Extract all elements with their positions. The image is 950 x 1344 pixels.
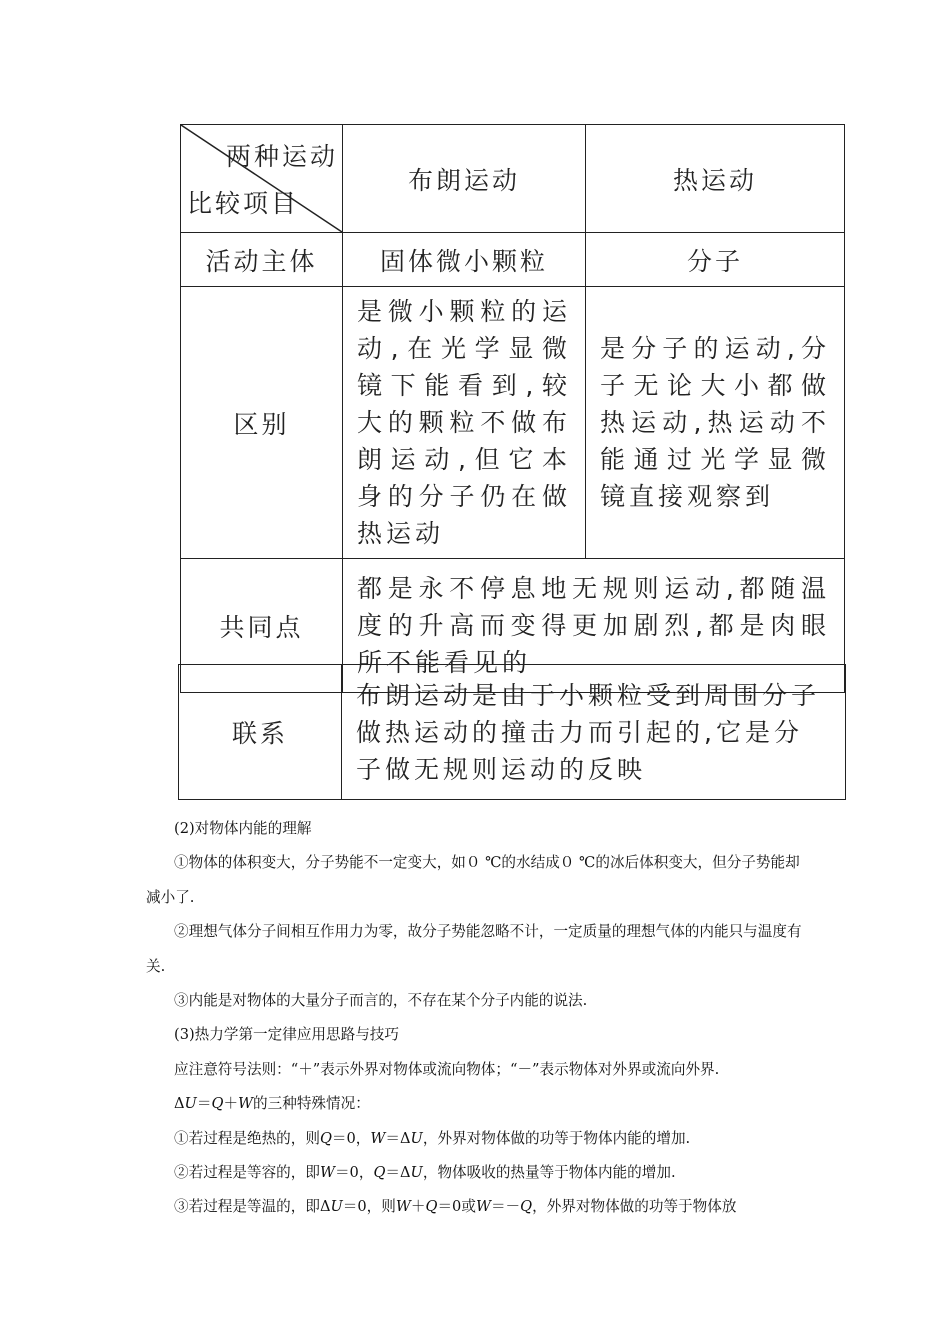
paragraph: ③内能是对物体的大量分子而言的，不存在某个分子内能的说法. [174,992,588,1010]
table-header-row [181,125,845,233]
formula-line: ΔU＝Q＋W的三种特殊情况： [174,1095,370,1113]
cell-link: 布朗运动是由于小颗粒受到周围分子做热运动的撞击力而引起的,它是分子做无规则运动的反映 [342,665,846,800]
paragraph: ①物体的体积变大，分子势能不一定变大，如０ ℃的水结成０ ℃的冰后体积变大，但分子势能却减小了. [146,854,800,906]
diagonal-top-label: 两种运动 [225,142,338,171]
row-label: 联系 [179,665,342,800]
cell-brownian: 是微小颗粒的运动,在光学显微镜下能看到,较大的颗粒不做布朗运动,但它本身的分子仍在做热运动 [343,287,586,559]
paragraph: 应注意符号法则：“＋”表示外界对物体或流向物体；“－”表示物体对外界或流向外界. [174,1060,720,1078]
row-label: 共同点 [181,559,343,693]
body-text [146,812,810,1225]
case-adiabatic: ①若过程是绝热的，则Q＝0，W＝ΔU，外界对物体做的功等于物体内能的增加. [174,1129,691,1147]
cell-thermal: 是分子的运动,分子无论大小都做热运动,热运动不能通过光学显微镜直接观察到 [586,287,845,559]
cell-common: 都是永不停息地无规则运动,都随温度的升高而变得更加剧烈,都是肉眼所不能看见的 [343,559,845,693]
table-row [181,233,845,287]
link-table [178,664,846,800]
cell-brownian: 固体微小颗粒 [343,233,586,287]
paragraph: ②理想气体分子间相互作用力为零，故分子势能忽略不计，一定质量的理想气体的内能只与温度有关. [146,923,802,975]
case-isothermal: ③若过程是等温的，即ΔU＝0，则W＋Q＝0或W＝－Q，外界对物体做的功等于物体放 [174,1198,737,1216]
header-thermal: 热运动 [586,125,845,233]
diagonal-header-cell [181,125,343,233]
section-heading: (3)热力学第一定律应用思路与技巧 [174,1026,399,1044]
header-brownian: 布朗运动 [343,125,586,233]
case-isochoric: ②若过程是等容的，即W＝0，Q＝ΔU，物体吸收的热量等于物体内能的增加. [174,1164,676,1182]
table-row [179,665,846,800]
comparison-table [180,124,845,693]
row-label: 活动主体 [181,233,343,287]
row-label: 区别 [181,287,343,559]
table-row [181,287,845,559]
cell-thermal: 分子 [586,233,845,287]
diagonal-bottom-label: 比较项目 [187,189,300,218]
section-heading: (2)对物体内能的理解 [174,820,312,837]
